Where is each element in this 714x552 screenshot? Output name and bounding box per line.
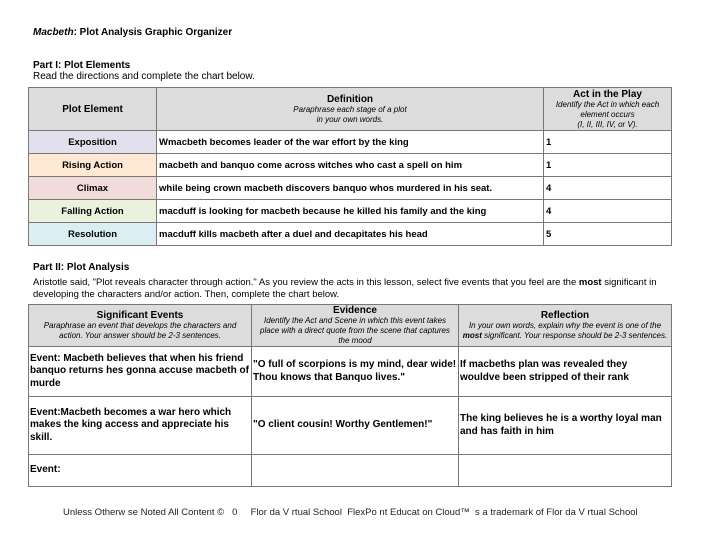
header-significant-events: Significant Events Paraphrase an event that develops the characters and action. Your answer should be 2-3 sentences. (29, 305, 252, 347)
reflection-field[interactable] (459, 455, 672, 487)
plot-elements-table (28, 87, 672, 246)
plot-analysis-table (28, 304, 672, 487)
reflection-field[interactable]: The king believes he is a worthy loyal man and has faith in him (459, 397, 672, 455)
stage-label: Exposition (29, 131, 157, 154)
header-act: Act in the Play Identify the Act in which each element occurs (I, II, III, IV, or V). (544, 88, 672, 131)
event-field[interactable]: Event: (29, 455, 252, 487)
plot-row-rising-action (29, 154, 672, 177)
evidence-field[interactable] (252, 455, 459, 487)
act-field[interactable]: 5 (544, 223, 672, 246)
analysis-table-header-row (29, 305, 672, 347)
part1-heading: Part I: Plot Elements (33, 60, 131, 71)
plot-row-climax (29, 177, 672, 200)
act-subtext-3: (I, II, III, IV, or V). (577, 119, 638, 129)
title-italic: Macbeth (33, 27, 74, 38)
analysis-row (29, 397, 672, 455)
definition-field[interactable]: macbeth and banquo come across witches who cast a spell on him (157, 154, 544, 177)
stage-label: Resolution (29, 223, 157, 246)
act-subtext-1: Identify the Act in which each (555, 99, 660, 109)
definition-subtext-2: in your own words. (316, 114, 384, 124)
copyright-footer: Unless Otherw se Noted All Content © 0 Flor da V rtual School FlexPo nt Educat on Cloud™ s a trademark of Flor da V rtual School (63, 507, 638, 518)
analysis-row (29, 455, 672, 487)
evidence-field[interactable]: "O full of scorpions is my mind, dear wide! Thou knows that Banquo lives." (252, 347, 459, 397)
act-field[interactable]: 1 (544, 154, 672, 177)
evidence-field[interactable]: "O client cousin! Worthy Gentlemen!" (252, 397, 459, 455)
stage-label: Climax (29, 177, 157, 200)
act-field[interactable]: 4 (544, 200, 672, 223)
stage-label: Rising Action (29, 154, 157, 177)
part2-heading: Part II: Plot Analysis (33, 262, 130, 273)
definition-field[interactable]: macduff kills macbeth after a duel and decapitates his head (157, 223, 544, 246)
event-field[interactable]: Event: Macbeth believes that when his friend banquo returns hes gonna accuse macbeth of murde (29, 347, 252, 397)
plot-row-resolution (29, 223, 672, 246)
stage-label: Falling Action (29, 200, 157, 223)
header-plot-element: Plot Element (29, 88, 157, 131)
definition-subtext-1: Paraphrase each stage of a plot (293, 104, 407, 114)
header-definition: Definition Paraphrase each stage of a plot in your own words. (157, 88, 544, 131)
reflection-field[interactable]: If macbeths plan was revealed they wouldve been stripped of their rank (459, 347, 672, 397)
act-subtext-2: element occurs (580, 109, 635, 119)
part2-directions: Aristotle said, "Plot reveals character through action." As you review the acts in this lesson, select five events that you feel are the most significant in developing the characters and/or action. Then, complete the chart below. (33, 277, 657, 300)
plot-row-falling-action (29, 200, 672, 223)
definition-field[interactable]: Wmacbeth becomes leader of the war effort by the king (157, 131, 544, 154)
analysis-row (29, 347, 672, 397)
header-reflection: Reflection In your own words, explain why the event is one of the most significant. Your response should be 2-3 sentences. (459, 305, 672, 347)
definition-field[interactable]: macduff is looking for macbeth because he killed his family and the king (157, 200, 544, 223)
definition-field[interactable]: while being crown macbeth discovers banquo whos murdered in his seat. (157, 177, 544, 200)
act-field[interactable]: 4 (544, 177, 672, 200)
part1-directions: Read the directions and complete the chart below. (33, 71, 255, 82)
title-rest: : Plot Analysis Graphic Organizer (73, 27, 233, 38)
header-evidence: Evidence Identify the Act and Scene in which this event takes place with a direct quote from the scene that captures the mood (252, 305, 459, 347)
document-title (33, 27, 232, 38)
event-field[interactable]: Event:Macbeth becomes a war hero which makes the king access and appreciate his skill. (29, 397, 252, 455)
act-field[interactable]: 1 (544, 131, 672, 154)
plot-table-header-row (29, 88, 672, 131)
plot-row-exposition (29, 131, 672, 154)
most-emphasis: most (578, 277, 602, 288)
